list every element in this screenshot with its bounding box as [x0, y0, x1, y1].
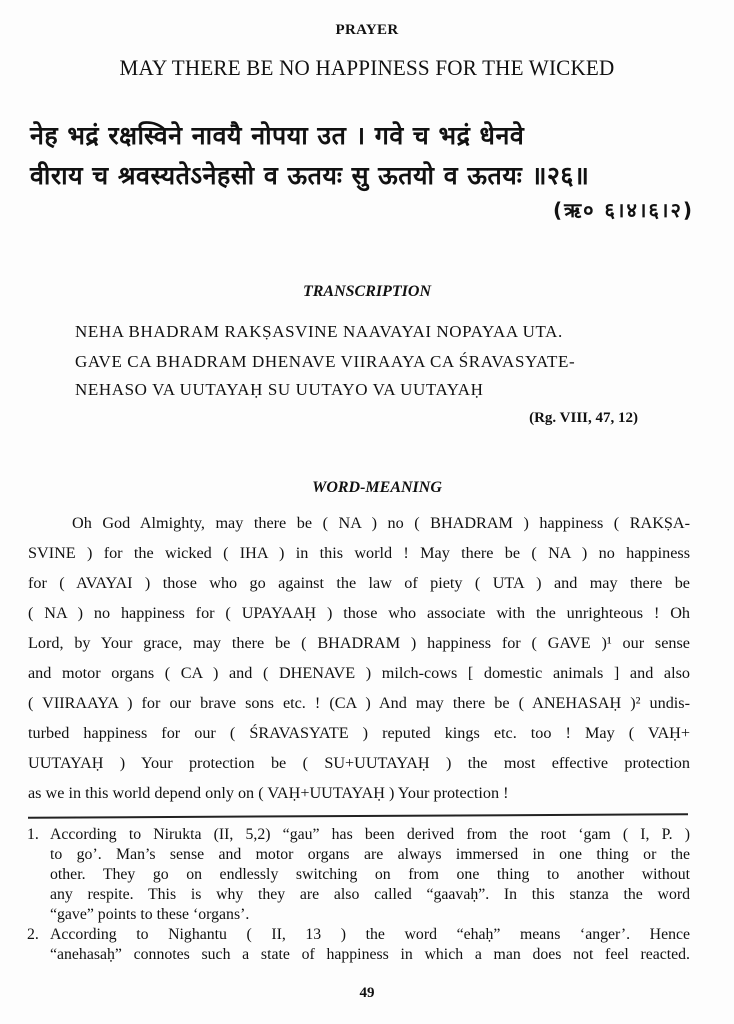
sanskrit-verse-line: नेह भद्रं रक्षस्विने नावयै नोपया उत । गवे च भद्रं धेनवे: [30, 121, 525, 150]
footnote-1-line: to go’. Man’s sense and motor organs are always immersed in one thing or the: [50, 846, 690, 863]
word-meaning-line: and motor organs ( CA ) and ( DHENAVE ) milch-cows [ domestic animals ] and also: [28, 664, 690, 682]
sanskrit-verse-line: वीराय च श्रवस्यतेऽनेहसो व ऊतयः सु ऊतयो व ऊतयः ॥२६॥: [30, 161, 590, 190]
footnote-1-line: other. They go on endlessly switching on from one thing to another without: [50, 866, 690, 883]
verse-citation: (Rg. VIII, 47, 12): [529, 410, 638, 426]
word-meaning-line: UUTAYAḤ ) Your protection be ( SU+UUTAYAḤ ) the most effective protection: [28, 754, 690, 772]
footnote-1-line: [27, 826, 690, 844]
word-meaning-line: as we in this world depend only on ( VAḤ+UUTAYAḤ ) Your protection !: [28, 784, 509, 802]
word-meaning-line: for ( AVAYAI ) those who go against the law of piety ( UTA ) and may there be: [28, 574, 690, 592]
word-meaning-line: ( NA ) no happiness for ( UPAYAAḤ ) those who associate with the unrighteous ! Oh: [28, 604, 690, 622]
word-meaning-line: Oh God Almighty, may there be ( NA ) no ( BHADRAM ) happiness ( RAKṢA-: [72, 514, 690, 532]
footnote-2-line: “anehasaḥ” connotes such a state of happiness in which a man does not feel reacted.: [50, 946, 690, 963]
footnote-text: According to Nighantu ( II, 13 ) the word “ehaḥ” means ‘anger’. Hence: [50, 926, 690, 943]
footnote-number: 2.: [27, 926, 39, 943]
page-title: MAY THERE BE NO HAPPINESS FOR THE WICKED: [119, 55, 615, 80]
transcription-line: NEHASO VA UUTAYAḤ SU UUTAYO VA UUTAYAḤ: [75, 380, 484, 399]
footnote-2-line: [27, 926, 690, 944]
word-meaning-line: ( VIIRAAYA ) for our brave sons etc. ! (CA ) And may there be ( ANEHASAḤ )² undis-: [28, 694, 690, 712]
footnote-text: According to Nirukta (II, 5,2) “gau” has been derived from the root ‘gam ( I, P. ): [50, 826, 690, 843]
sanskrit-verse-reference: (ऋ० ६।४।६।२): [552, 198, 694, 222]
word-meaning-heading: WORD-MEANING: [312, 479, 442, 496]
word-meaning-line: SVINE ) for the wicked ( IHA ) in this world ! May there be ( NA ) no happiness: [28, 544, 690, 562]
transcription-line: NEHA BHADRAM RAKṢASVINE NAAVAYAI NOPAYAA UTA.: [75, 322, 563, 341]
transcription-heading: TRANSCRIPTION: [302, 283, 432, 300]
footnote-1-line: any respite. This is why they are also called “gaavaḥ”. In this stanza the word: [50, 886, 690, 903]
word-meaning-line: Lord, by Your grace, may there be ( BHADRAM ) happiness for ( GAVE )¹ our sense: [28, 634, 690, 652]
running-head: PRAYER: [335, 22, 399, 38]
transcription-line: GAVE CA BHADRAM DHENAVE VIIRAAYA CA ŚRAVASYATE-: [75, 352, 576, 371]
footnote-number: 1.: [27, 826, 39, 843]
word-meaning-line: turbed happiness for our ( ŚRAVASYATE ) reputed kings etc. too ! May ( VAḤ+: [28, 724, 690, 742]
footnote-1-line: “gave” points to these ‘organs’.: [50, 906, 250, 923]
page-number: 49: [359, 985, 375, 1001]
footnote-divider: [28, 813, 688, 818]
